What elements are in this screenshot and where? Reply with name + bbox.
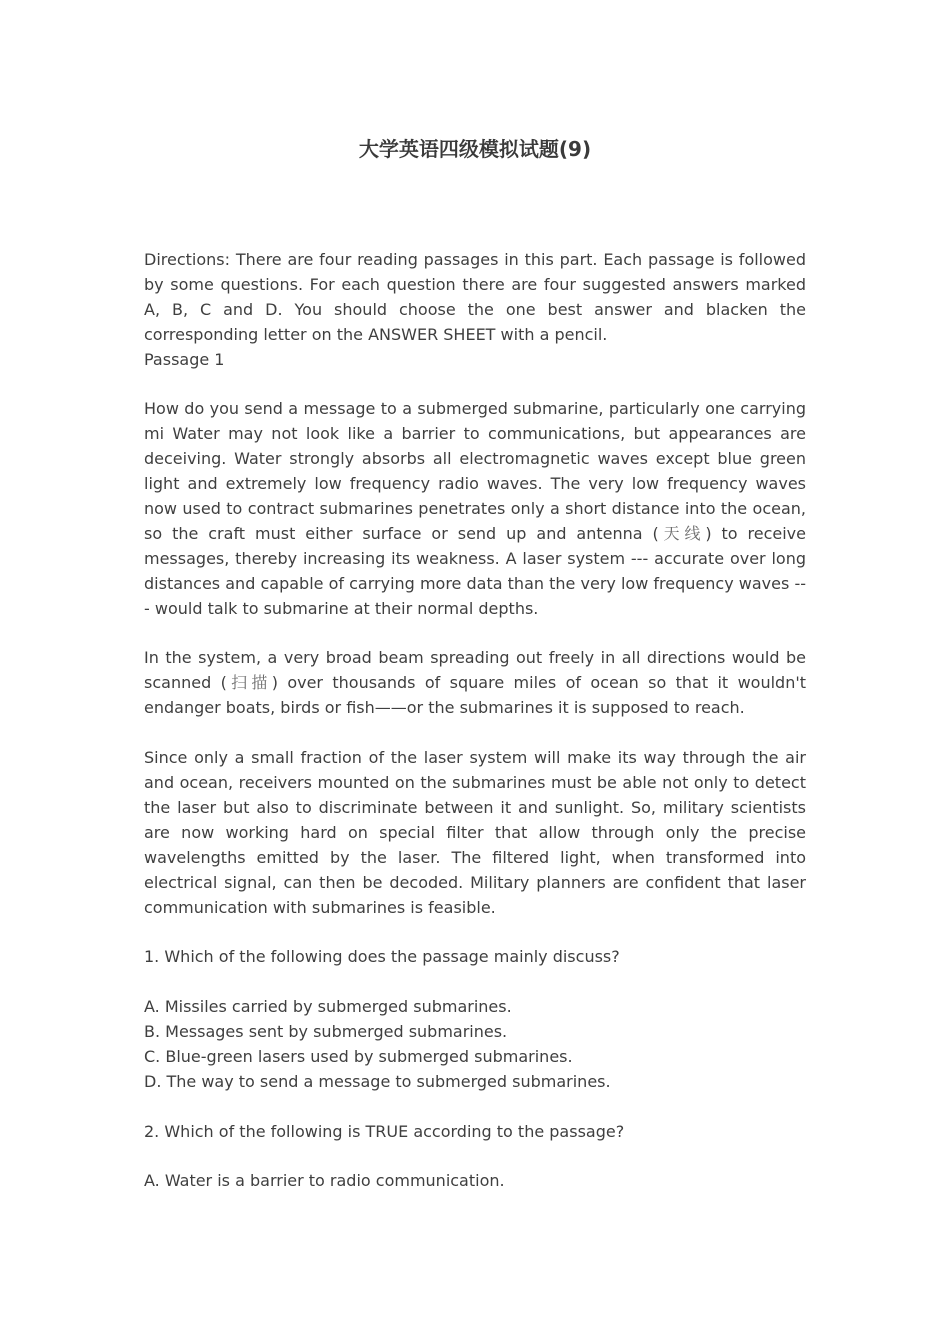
passage-paragraph-1 — [144, 397, 806, 621]
spacer — [144, 920, 806, 945]
spacer — [144, 970, 806, 995]
spacer — [144, 622, 806, 647]
paragraph-text: How do you send a message to a submerged submarine, particularly one carrying mi Water may not look like a barrier to communications, but appearances are deceiving. Water strongly absorbs all electromagnetic waves except blue green light and extremely low frequency radio waves. The very low frequency waves now used to contract submarines penetrates only a short distance into the ocean, so the craft must either surface or send up and antenna ( — [144, 399, 806, 543]
spacer — [144, 721, 806, 746]
chinese-gloss: 扫描 — [226, 673, 272, 693]
question-stem-2: 2. Which of the following is TRUE according to the passage? — [144, 1121, 625, 1141]
spacer — [144, 373, 806, 398]
question-1-option-a: A. Missiles carried by submerged submarines. — [144, 997, 512, 1017]
passage-paragraph-2 — [144, 646, 806, 721]
directions-text: Directions: There are four reading passages in this part. Each passage is followed by some questions. For each question there are four suggested answers marked A, B, C and D. You should choose the one best answer and blacken the corresponding letter on the ANSWER SHEET with a pencil. — [144, 250, 806, 344]
page-title: 大学英语四级模拟试题(9) — [358, 137, 592, 161]
document-body — [144, 248, 806, 1194]
question-1-option-c: C. Blue-green lasers used by submerged submarines. — [144, 1046, 573, 1066]
paragraph-text: In the system, a very broad beam spreading out freely in all directions would be scanned ( — [144, 648, 806, 693]
question-stem-1: 1. Which of the following does the passage mainly discuss? — [144, 947, 620, 967]
spacer — [144, 1145, 806, 1170]
question-2-option-a: A. Water is a barrier to radio communication. — [144, 1171, 505, 1191]
question-1-option-b: B. Messages sent by submerged submarines. — [144, 1022, 508, 1042]
question-1-option-d: D. The way to send a message to submerged submarines. — [144, 1071, 611, 1091]
chinese-gloss: 天线 — [658, 523, 706, 543]
paragraph-text: ) to receive messages, thereby increasing its weakness. A laser system --- accurate over long distances and capable of carrying more data than the very low frequency waves --- would talk to submarine at their normal depths. — [144, 523, 806, 618]
passage-label: Passage 1 — [144, 349, 225, 369]
passage-paragraph-3: Since only a small fraction of the laser system will make its way through the air and ocean, receivers mounted on the submarines must be able not only to detect the laser but also to discriminate between it and sunlight. So, military scientists are now working hard on special filter that allow through only the precise wavelengths emitted by the laser. The filtered light, when transformed into electrical signal, can then be decoded. Military planners are confident that laser communication with submarines is feasible. — [144, 748, 806, 917]
paragraph-text: ) over thousands of square miles of ocean so that it wouldn't endanger boats, birds or fish——or the submarines it is supposed to reach. — [144, 673, 807, 718]
spacer — [144, 1095, 806, 1120]
